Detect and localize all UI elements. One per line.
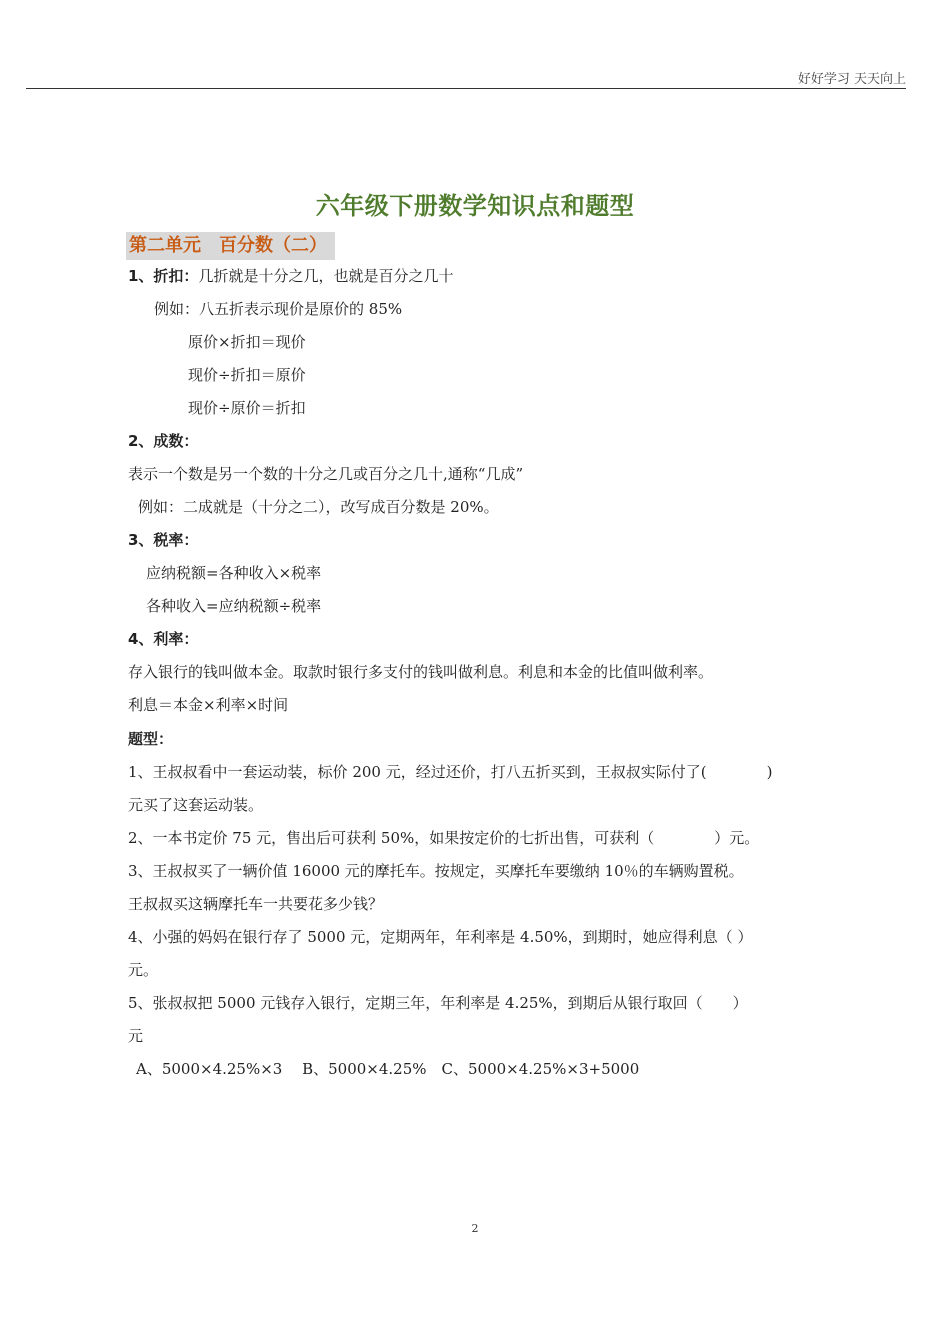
- discount-formula-3: 现价÷原价＝折扣: [188, 399, 306, 417]
- problem-line: 4、小强的妈妈在银行存了 5000 元，定期两年，年利率是 4.50%，到期时，她应得利息（ ）: [128, 928, 753, 946]
- discount-example: 例如：八五折表示现价是原价的 85%: [154, 300, 403, 318]
- problem-line: 3、王叔叔买了一辆价值 16000 元的摩托车。按规定，买摩托车要缴纳 10％的车辆购置税。: [128, 862, 744, 880]
- problem-line: 元: [128, 1027, 144, 1045]
- tax-heading: 3、税率：: [128, 531, 199, 549]
- problem-line: 元买了这套运动装。: [128, 796, 264, 814]
- problem-line: 2、一本书定价 75 元，售出后可获利 50%，如果按定价的七折出售，可获利（ ）元。: [128, 829, 760, 847]
- tax-formula-2: 各种收入=应纳税额÷税率: [146, 597, 322, 615]
- problem-line: 1、王叔叔看中一套运动装，标价 200 元，经过还价，打八五折买到，王叔叔实际付了( ): [128, 763, 773, 781]
- discount-heading: 1、折扣：: [128, 267, 199, 285]
- problems-heading: 题型：: [128, 730, 174, 748]
- percent-off-example: 例如：二成就是（十分之二），改写成百分数是 20%。: [138, 498, 499, 516]
- problem-line: 王叔叔买这辆摩托车一共要花多少钱？: [128, 895, 384, 913]
- tax-formula-1: 应纳税额=各种收入×税率: [146, 564, 322, 582]
- percent-off-heading: 2、成数：: [128, 432, 199, 450]
- discount-formula-2: 现价÷折扣＝原价: [188, 366, 306, 384]
- interest-formula: 利息＝本金×利率×时间: [128, 696, 289, 714]
- header-rule: [26, 88, 906, 89]
- problem-line: 元。: [128, 961, 159, 979]
- percent-off-definition: 表示一个数是另一个数的十分之几或百分之几十,通称“几成”: [128, 465, 524, 483]
- discount-definition: 几折就是十分之几，也就是百分之几十: [198, 267, 454, 285]
- interest-heading: 4、利率：: [128, 630, 199, 648]
- discount-formula-1: 原价×折扣＝现价: [188, 333, 306, 351]
- page-number: 2: [471, 1222, 479, 1235]
- header-text: 好好学习 天天向上: [797, 72, 906, 87]
- unit-heading: 第二单元 百分数（二）: [126, 232, 335, 260]
- interest-definition: 存入银行的钱叫做本金。取款时银行多支付的钱叫做利息。利息和本金的比值叫做利率。: [128, 663, 714, 681]
- discount-section: [128, 266, 453, 286]
- problem-options: A、5000×4.25%×3 B、5000×4.25% C、5000×4.25%×3+5000: [136, 1060, 640, 1078]
- page-title: 六年级下册数学知识点和题型: [315, 192, 635, 220]
- problem-line: 5、张叔叔把 5000 元钱存入银行，定期三年，年利率是 4.25%，到期后从银行取回（ ）: [128, 994, 748, 1012]
